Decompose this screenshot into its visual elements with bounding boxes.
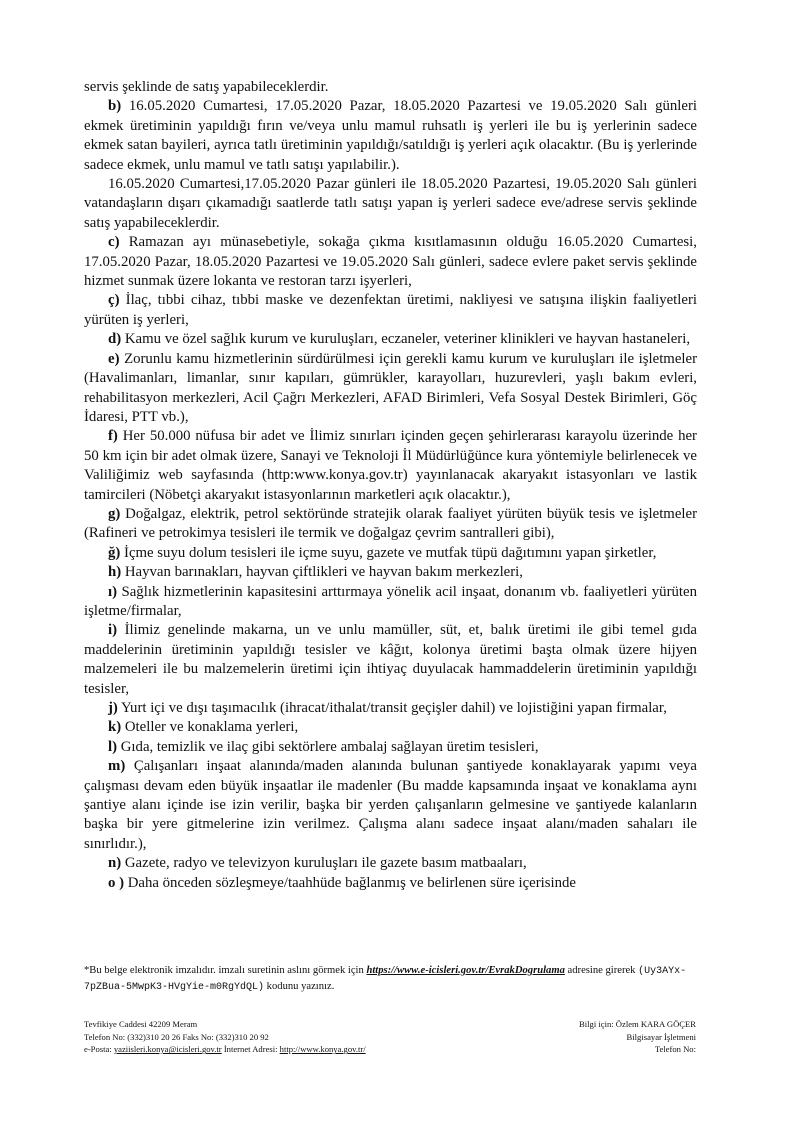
item-label: i) bbox=[108, 622, 118, 639]
paragraph-text: Daha önceden sözleşmeye/taahhüde bağlanmış ve belirlenen süre içerisinde bbox=[124, 874, 576, 891]
footer-email-link[interactable]: yaziisleri.konya@icisleri.gov.tr bbox=[113, 1044, 222, 1055]
paragraph-i bbox=[84, 621, 697, 699]
paragraph-h bbox=[84, 563, 697, 582]
item-label: f) bbox=[108, 428, 118, 445]
footer-web-link[interactable]: http://www.konya.gov.tr/ bbox=[279, 1044, 366, 1055]
paragraph-m bbox=[84, 757, 697, 854]
item-label: ı) bbox=[108, 583, 118, 600]
paragraph-text: İlimiz genelinde makarna, un ve unlu mamüller, süt, et, balık üretimi ile gibi temel gıda maddelerinin üretiminin yapıldığı tesisler ve kâğıt, kolonya üretimi başta olmak üzere hijyen malzemeleri ile bu malzemelerin üretimi için ihtiyaç duyulacak hammaddelerin üretiminin yapıldığı tesisler, bbox=[84, 622, 697, 697]
signature-note-suffix: kodunu yazınız. bbox=[264, 981, 335, 992]
footer-department: Bilgisayar İşletmeni bbox=[626, 1031, 696, 1042]
paragraph-continuation bbox=[84, 78, 697, 97]
paragraph-n bbox=[84, 854, 697, 873]
footer-email-label: e-Posta: bbox=[84, 1044, 114, 1055]
paragraph-text: İlaç, tıbbi cihaz, tıbbi maske ve dezenfektan üretimi, nakliyesi ve satışına ilişkin faaliyetleri yürüten iş yerleri, bbox=[84, 292, 697, 328]
paragraph-text: Doğalgaz, elektrik, petrol sektöründe stratejik olarak faaliyet yürüten büyük tesis ve işletmeler (Rafineri ve petrokimya tesisleri ile termik ve doğalgaz çevrim santralleri gibi), bbox=[84, 505, 697, 542]
paragraph-f bbox=[84, 427, 697, 505]
verification-link[interactable]: https://www.e-icisleri.gov.tr/EvrakDogrulama bbox=[366, 965, 565, 976]
paragraph-b bbox=[84, 97, 697, 175]
footer-address: Tevfikiye Caddesi 42209 Meram bbox=[84, 1019, 198, 1029]
item-label: n) bbox=[108, 855, 122, 872]
verification-code: (Uy3AYx-7pZBua-5MwpK3-HVgYie-m0RgYdQL) bbox=[84, 966, 687, 993]
item-label: e) bbox=[108, 350, 120, 367]
item-label: h) bbox=[108, 564, 122, 581]
paragraph-b-note bbox=[84, 175, 697, 233]
paragraph-text: Çalışanları inşaat alanında/maden alanında bulunan şantiyede konaklayarak yapımı veya çalışması devam eden büyük inşaatlar ile madenler (Bu madde kapsamında inşaat ve konaklama aynı şantiye alanı içinde ise izin verilir, başka bir yerden çalışanların gelmesine ve şantiyede kalanların başka bir yere gitmelerine izin verilmez. Çalışma alanı sadece inşaat alanı/maden sahaları ile sınırlıdır.), bbox=[84, 758, 697, 852]
paragraph-text: İçme suyu dolum tesisleri ile içme suyu, gazete ve mutfak tüpü dağıtımını yapan şirketler, bbox=[120, 544, 657, 561]
item-label: c) bbox=[108, 234, 120, 251]
paragraph-text: 16.05.2020 Cumartesi, 17.05.2020 Pazar, 18.05.2020 Pazartesi ve 19.05.2020 Salı günleri ekmek üretiminin yapıldığı fırın ve/veya unlu mamul ruhsatlı iş yerleri ile bu iş yerlerinin sadece ekmek satan bayileri, ayrıca tatlı üretiminin yapıldığı/satıldığı iş yerleri açık olacaktır. (Bu iş yerlerinde sadece ekmek, unlu mamul ve tatlı satışı yapılabilir.). bbox=[84, 98, 697, 173]
paragraph-l bbox=[84, 738, 697, 757]
paragraph-o bbox=[84, 874, 697, 893]
footer-phone-fax: Telefon No: (332)310 20 26 Faks No: (332)310 20 92 bbox=[84, 1031, 269, 1042]
paragraph-text: Ramazan ayı münasebetiyle, sokağa çıkma kısıtlamasının olduğu 16.05.2020 Cumartesi, 17.05.2020 Pazar, 18.05.2020 Pazartesi ve 19.05.2020 Salı günleri, sadece evlere paket servis şeklinde hizmet sunmak üzere lokanta ve restoran tarzı işyerleri, bbox=[84, 234, 697, 290]
item-label: m) bbox=[108, 758, 126, 775]
document-body bbox=[84, 78, 697, 893]
item-label: o ) bbox=[108, 874, 125, 891]
item-label: g) bbox=[108, 505, 121, 522]
footer-contact-phone: Telefon No: bbox=[654, 1044, 696, 1055]
paragraph-cc bbox=[84, 291, 697, 330]
item-label: l) bbox=[108, 738, 118, 755]
item-label: b) bbox=[108, 98, 122, 115]
paragraph-text: Kamu ve özel sağlık kurum ve kuruluşları, eczaneler, veteriner klinikleri ve hayvan hastaneleri, bbox=[121, 331, 691, 348]
footer-web-label: İnternet Adresi: bbox=[221, 1044, 280, 1055]
e-signature-note bbox=[84, 963, 697, 995]
paragraph-c bbox=[84, 233, 697, 291]
footer-contact-person: Bilgi için: Özlem KARA GÖÇER bbox=[579, 1019, 696, 1029]
paragraph-e bbox=[84, 350, 697, 428]
paragraph-text: servis şeklinde de satış yapabileceklerdir. bbox=[84, 79, 329, 95]
item-label: k) bbox=[108, 719, 122, 736]
paragraph-text: Hayvan barınakları, hayvan çiftlikleri ve hayvan bakım merkezleri, bbox=[121, 564, 523, 581]
paragraph-g bbox=[84, 505, 697, 544]
paragraph-d bbox=[84, 330, 697, 349]
footer-contact-line bbox=[84, 1043, 444, 1056]
signature-note-middle: adresine girerek bbox=[564, 965, 639, 976]
paragraph-text: Gıda, temizlik ve ilaç gibi sektörlere ambalaj sağlayan üretim tesisleri, bbox=[117, 738, 539, 755]
paragraph-gg bbox=[84, 544, 697, 563]
item-label: ç) bbox=[108, 292, 120, 309]
footer-address-block bbox=[84, 1018, 444, 1056]
paragraph-text: Oteller ve konaklama yerleri, bbox=[121, 719, 299, 736]
paragraph-j bbox=[84, 699, 697, 718]
paragraph-k bbox=[84, 718, 697, 737]
paragraph-text: Sağlık hizmetlerinin kapasitesini arttırmaya yönelik acil inşaat, donanım vb. faaliyetleri yürüten işletme/firmalar, bbox=[84, 583, 697, 619]
footer-contact-block bbox=[436, 1018, 696, 1056]
paragraph-text: Yurt içi ve dışı taşımacılık (ihracat/ithalat/transit geçişler dahil) ve lojistiğini yapan firmalar, bbox=[117, 700, 667, 716]
paragraph-text: Her 50.000 nüfusa bir adet ve İlimiz sınırları içinden geçen şehirlerarası karayolu üzerinde her 50 km için bir adet olmak üzere, Sanayi ve Teknoloji İl Müdürlüğünce kura yöntemiyle belirlenecek ve Valiliğimiz web sayfasında (http:www.konya.gov.tr) yayınlanacak akaryakıt istasyonları ve lastik tamircileri (Nöbetçi akaryakıt istasyonlarının marketleri açık olacaktır.), bbox=[84, 428, 697, 503]
paragraph-dotless-i bbox=[84, 583, 697, 622]
item-label: d) bbox=[108, 331, 122, 348]
paragraph-text: Gazete, radyo ve televizyon kuruluşları ile gazete basım matbaaları, bbox=[121, 855, 527, 872]
paragraph-text: 16.05.2020 Cumartesi,17.05.2020 Pazar günleri ile 18.05.2020 Pazartesi, 19.05.2020 Salı günleri vatandaşların dışarı çıkamadığı saatlerde tatlı satışı yapan iş yerleri sadece eve/adrese servis şeklinde satış yapabileceklerdir. bbox=[84, 176, 697, 231]
paragraph-text: Zorunlu kamu hizmetlerinin sürdürülmesi için gerekli kamu kurum ve kuruluşları ile işletmeler (Havalimanları, limanlar, sınır kapıları, gümrükler, karayolları, huzurevleri, yaşlı bakım evleri, rehabilitasyon merkezleri, Acil Çağrı Merkezleri, AFAD Birimleri, Vefa Sosyal Destek Birimleri, Göç İdaresi, PTT vb.), bbox=[84, 350, 697, 425]
signature-note-prefix: *Bu belge elektronik imzalıdır. imzalı suretinin aslını görmek için bbox=[84, 965, 367, 976]
item-label: ğ) bbox=[108, 544, 121, 561]
item-label: j) bbox=[108, 700, 118, 716]
